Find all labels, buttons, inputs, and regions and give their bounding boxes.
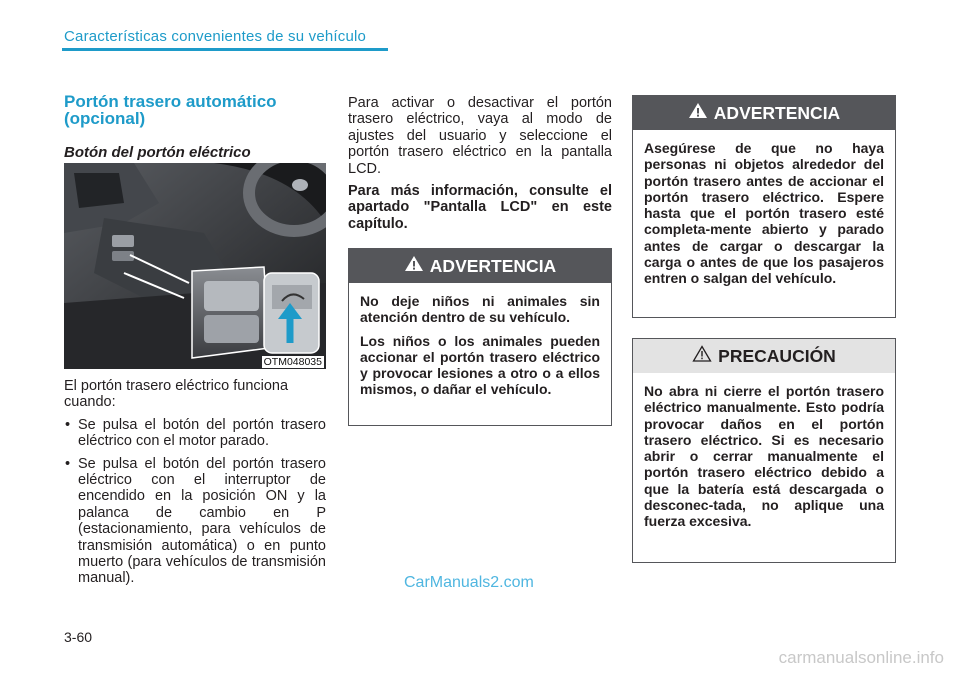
- more-info-text: Para más información, consulte el apartado "Pantalla LCD" en este capítulo.: [348, 183, 612, 232]
- watermark-footer: carmanualsonline.info: [778, 648, 944, 667]
- caution-box: [632, 338, 896, 563]
- intro-text: El portón trasero eléctrico funciona cuando:: [64, 378, 289, 411]
- condition-list: [64, 417, 326, 587]
- watermark-link[interactable]: CarManuals2.com: [404, 574, 534, 591]
- warning-triangle-icon: [688, 102, 708, 124]
- caution-paragraph: No abra ni cierre el portón trasero eléctrico manualmente. Esto podría provocar daños en el portón trasero eléctrico. Si es necesario abrir o cerrar manualmente el portón trasero eléctrico debido a que la batería está descargada o desconec-tada, no aplique una fuerza excesiva.: [644, 383, 884, 530]
- warning-header: [633, 96, 895, 130]
- image-code: OTM048035: [263, 356, 322, 368]
- warning-paragraph: Los niños o los animales pueden accionar el portón trasero eléctrico y provocar lesiones a otro o a ellos mismos, o dañar el vehículo.: [360, 332, 600, 398]
- warning-body: [349, 283, 611, 413]
- subsection-title: Botón del portón eléctrico: [64, 144, 251, 161]
- caution-triangle-icon: [692, 345, 712, 367]
- left-column-body: [64, 378, 326, 593]
- warning-header: [349, 249, 611, 283]
- section-title: Portón trasero automático (opcional): [64, 92, 277, 128]
- list-item: • Se pulsa el botón del portón trasero eléctrico con el motor parado.: [64, 417, 326, 450]
- activation-text: Para activar o desactivar el portón trasero eléctrico, vaya al modo de ajustes del usuario y seleccione el portón trasero eléctrico en la pantalla LCD.: [348, 95, 612, 177]
- list-item: • Se pulsa el botón del portón trasero eléctrico con el interruptor de encendido en la posición ON y la palanca de cambio en P (estacionamiento, para vehículos de transmisión automática) o en punto muerto (para vehículos de transmisión manual).: [64, 456, 326, 587]
- warning-body: [633, 130, 895, 302]
- page-number: 3-60: [64, 629, 93, 645]
- warning-paragraph: No deje niños ni animales sin atención dentro de su vehículo.: [360, 293, 600, 326]
- caution-body: [633, 373, 895, 545]
- warning-paragraph: Asegúrese de que no haya personas ni objetos alrededor del portón trasero antes de accionar el portón trasero eléctrico. Espere hasta que el portón trasero esté completa-mente abierto y parado antes de cargar o descargar la carga o antes de que los pasajeros entren o salgan del vehículo.: [644, 140, 884, 287]
- header-title: Características convenientes de su vehículo: [64, 28, 367, 45]
- caution-title: PRECAUCIÓN: [718, 345, 836, 366]
- middle-column: [348, 95, 612, 238]
- caution-header: [633, 339, 895, 373]
- warning-triangle-icon: [404, 255, 424, 277]
- dashboard-illustration: [64, 163, 326, 369]
- warning-box-children: [348, 248, 612, 426]
- tailgate-button-photo: [64, 163, 326, 369]
- warning-title: ADVERTENCIA: [429, 255, 557, 276]
- left-column: [64, 93, 326, 161]
- warning-title: ADVERTENCIA: [713, 102, 841, 123]
- header-rule: [62, 48, 388, 51]
- warning-box-surroundings: [632, 95, 896, 318]
